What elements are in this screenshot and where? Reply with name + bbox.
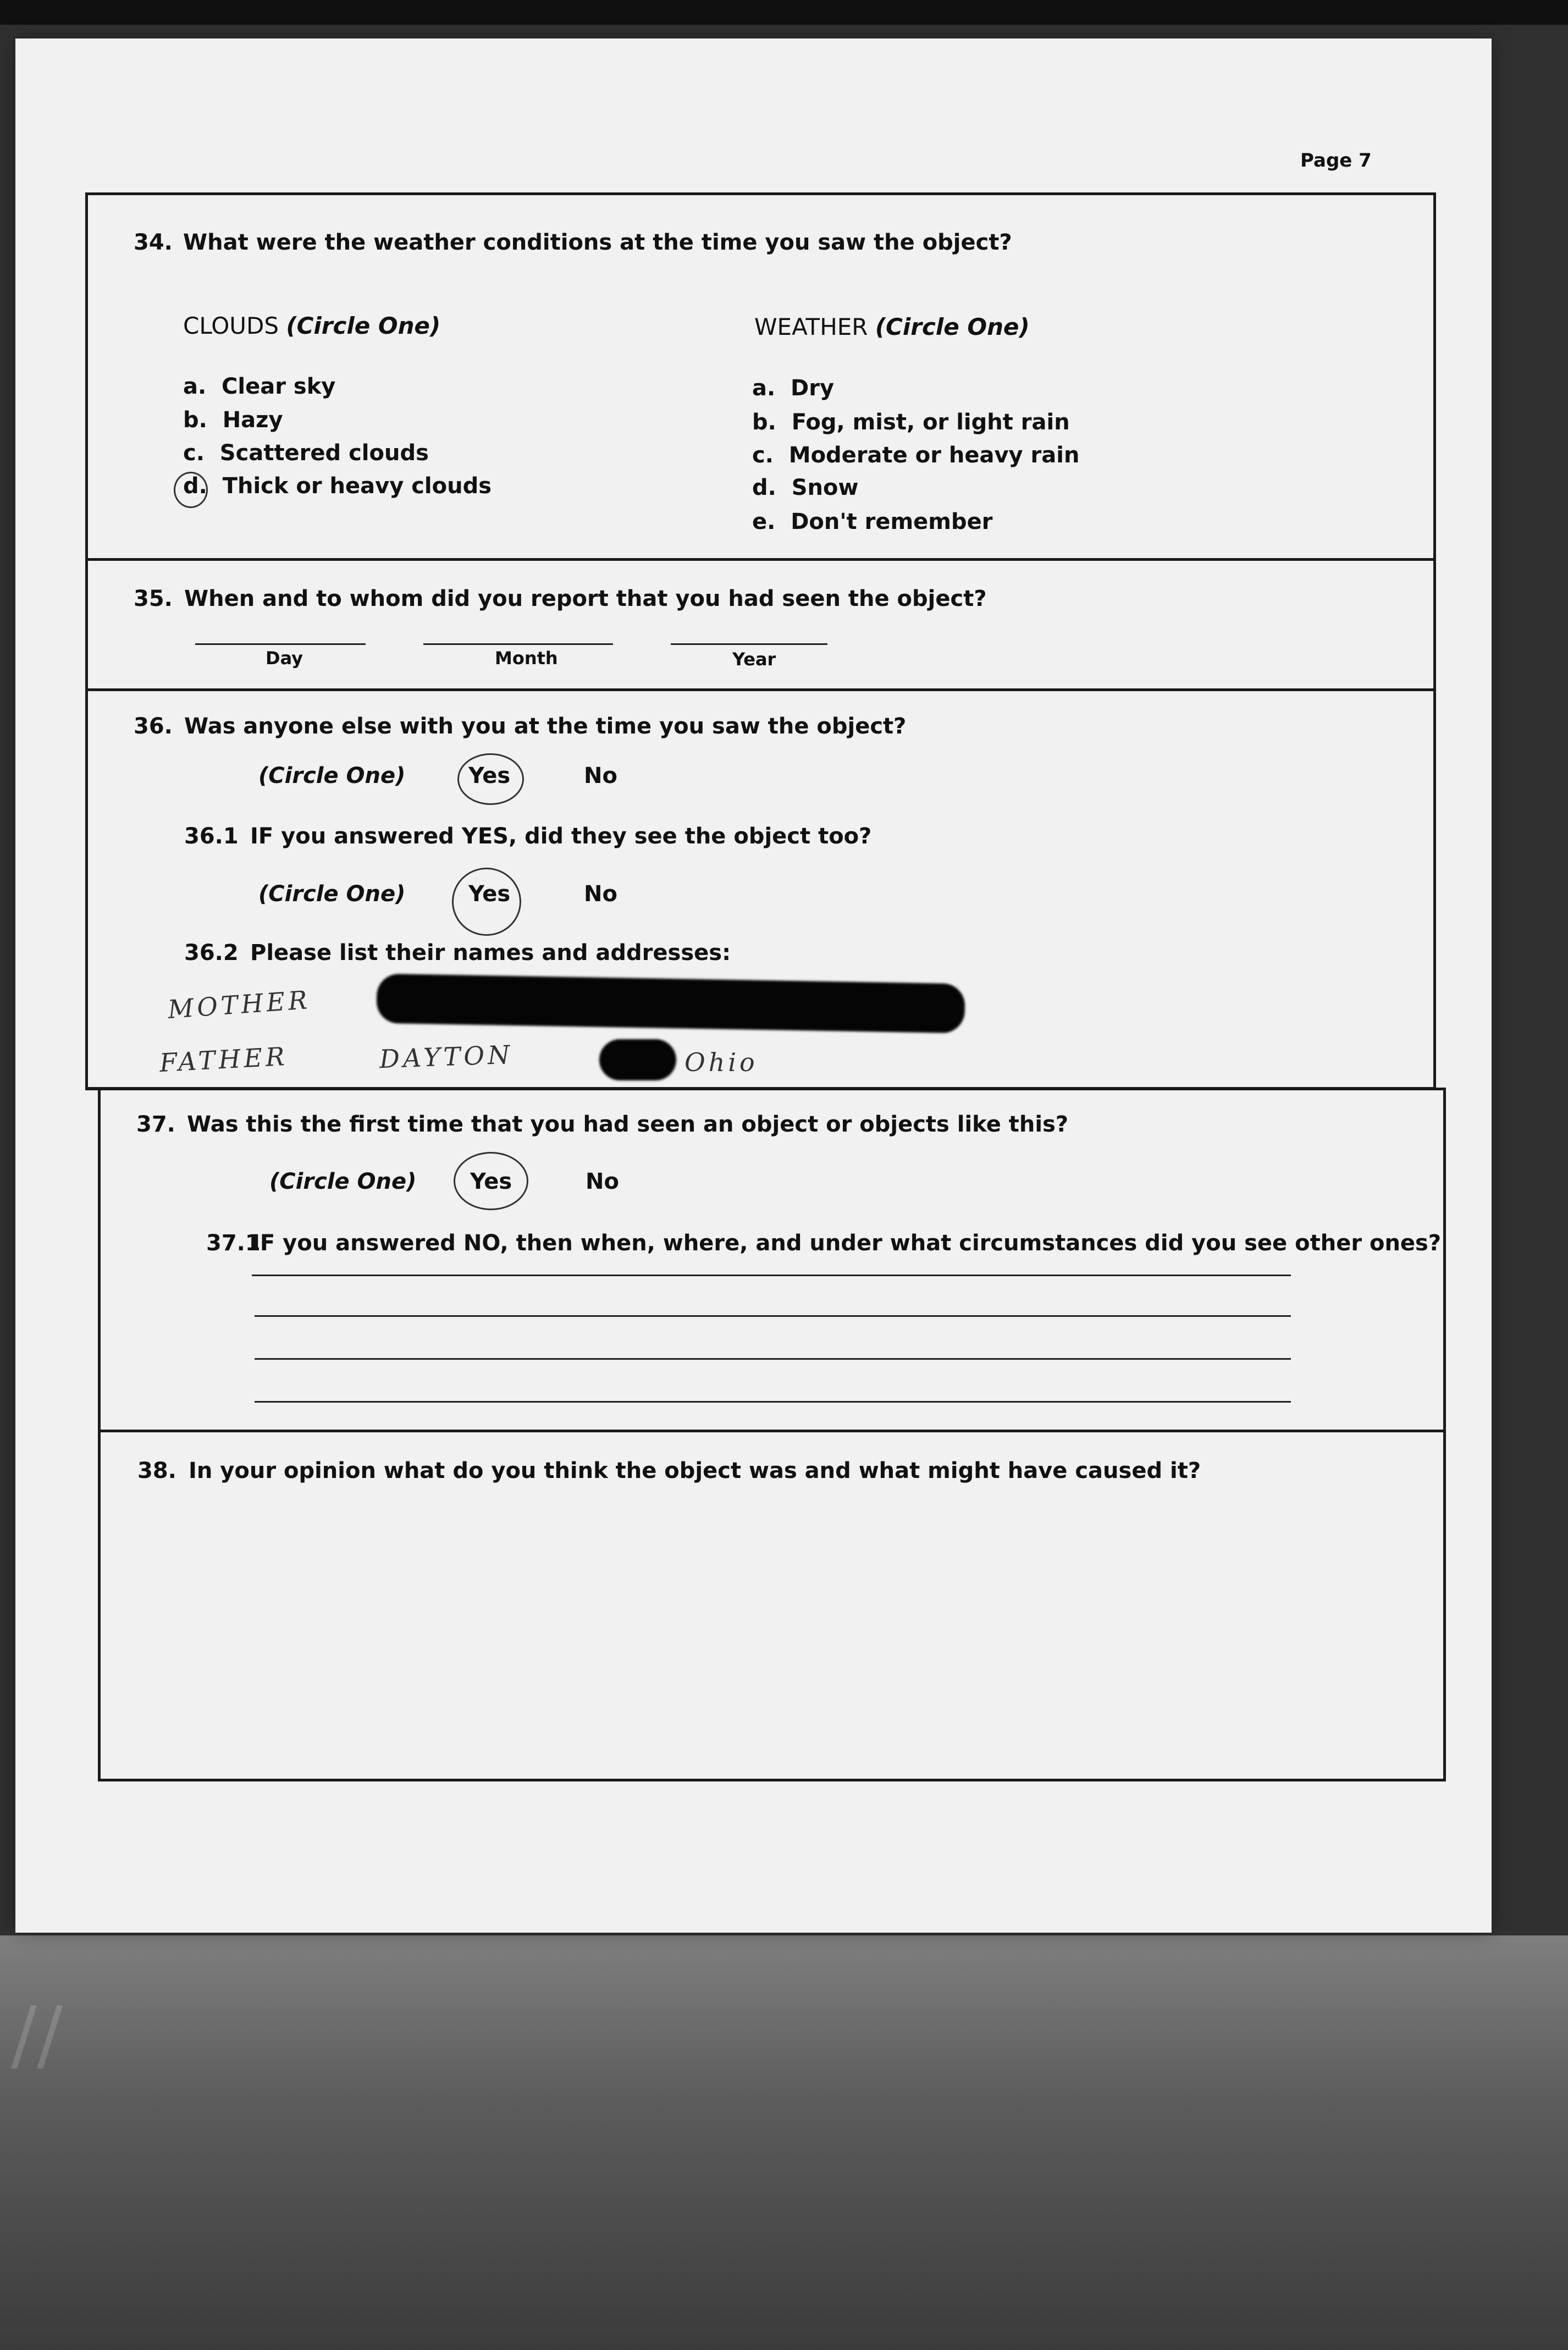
clouds-option-c[interactable]: c. Scattered clouds (183, 440, 429, 466)
day-answer-line[interactable] (195, 643, 366, 645)
divider-35-36 (85, 688, 1436, 691)
clouds-d-selection-circle (174, 472, 208, 508)
q37-no-option[interactable]: No (586, 1169, 619, 1194)
q34-question: What were the weather conditions at the time you saw the object? (183, 230, 1012, 255)
q36-1-yes-option[interactable]: Yes (468, 881, 511, 907)
q36-2-question: Please list their names and addresses: (250, 940, 731, 966)
weather-option-e[interactable]: e. Don't remember (752, 509, 993, 534)
weather-heading: WEATHER (Circle One) (754, 313, 1030, 340)
clouds-option-a[interactable]: a. Clear sky (183, 374, 336, 399)
q36-number: 36. (134, 714, 173, 739)
divider-34-35 (85, 558, 1436, 561)
weather-option-a[interactable]: a. Dry (752, 376, 835, 401)
redaction-bar-1 (376, 974, 965, 1034)
lower-sheet-background (0, 1935, 1568, 2350)
handwritten-mother: MOTHER (167, 985, 312, 1024)
q37-number: 37. (136, 1112, 175, 1137)
handwritten-dayton: DAYTON (379, 1039, 514, 1074)
handwritten-father: FATHER (158, 1041, 289, 1078)
scanner-backing (0, 0, 1568, 25)
bleed-through-marks: // (11, 1990, 63, 2080)
q38-question: In your opinion what do you think the object was and what might have caused it? (189, 1458, 1201, 1483)
q37-1-question: IF you answered NO, then when, where, and under what circumstances did you see other ones? (252, 1231, 1442, 1256)
q36-circle-one: (Circle One) (258, 763, 406, 788)
q34-number: 34. (134, 230, 173, 255)
q35-question: When and to whom did you report that you had seen the object? (184, 586, 987, 611)
q36-1-circle-one: (Circle One) (258, 881, 406, 907)
q37-1-answer-line-4[interactable] (255, 1401, 1291, 1403)
q36-1-no-option[interactable]: No (584, 881, 617, 907)
q36-question: Was anyone else with you at the time you saw the object? (184, 714, 907, 739)
q37-1-number: 37.1 (206, 1231, 261, 1256)
year-label: Year (732, 649, 776, 670)
q36-1-yes-selection-circle (452, 868, 521, 936)
month-label: Month (495, 648, 558, 669)
q37-1-answer-line-2[interactable] (255, 1315, 1291, 1317)
clouds-option-d[interactable]: d. Thick or heavy clouds (183, 473, 492, 499)
q37-circle-one: (Circle One) (269, 1169, 417, 1194)
q37-yes-option[interactable]: Yes (470, 1169, 512, 1194)
q37-question: Was this the first time that you had seen an object or objects like this? (187, 1112, 1069, 1137)
q36-yes-selection-circle (457, 753, 524, 805)
q36-1-question: IF you answered YES, did they see the object too? (250, 824, 872, 849)
q38-number: 38. (137, 1458, 176, 1483)
q36-yes-option[interactable]: Yes (468, 763, 511, 788)
month-answer-line[interactable] (423, 643, 613, 645)
weather-option-b[interactable]: b. Fog, mist, or light rain (752, 410, 1070, 435)
divider-37-38 (98, 1430, 1446, 1432)
weather-option-d[interactable]: d. Snow (752, 475, 859, 500)
q37-1-answer-line-1[interactable] (252, 1275, 1291, 1276)
year-answer-line[interactable] (671, 643, 827, 645)
weather-option-c[interactable]: c. Moderate or heavy rain (752, 443, 1080, 468)
day-label: Day (266, 648, 303, 669)
clouds-heading: CLOUDS (Circle One) (183, 312, 441, 339)
redaction-bar-2 (599, 1039, 676, 1080)
q35-number: 35. (134, 586, 173, 611)
q36-no-option[interactable]: No (584, 763, 617, 788)
q38-answer-area[interactable] (104, 1501, 1435, 1770)
clouds-option-b[interactable]: b. Hazy (183, 407, 283, 433)
page-number: Page 7 (1300, 150, 1372, 172)
q36-1-number: 36.1 (184, 824, 239, 849)
q37-1-answer-line-3[interactable] (255, 1358, 1291, 1360)
q36-2-number: 36.2 (184, 940, 239, 966)
q37-yes-selection-circle (454, 1152, 528, 1210)
handwritten-ohio: Ohio (684, 1047, 758, 1077)
